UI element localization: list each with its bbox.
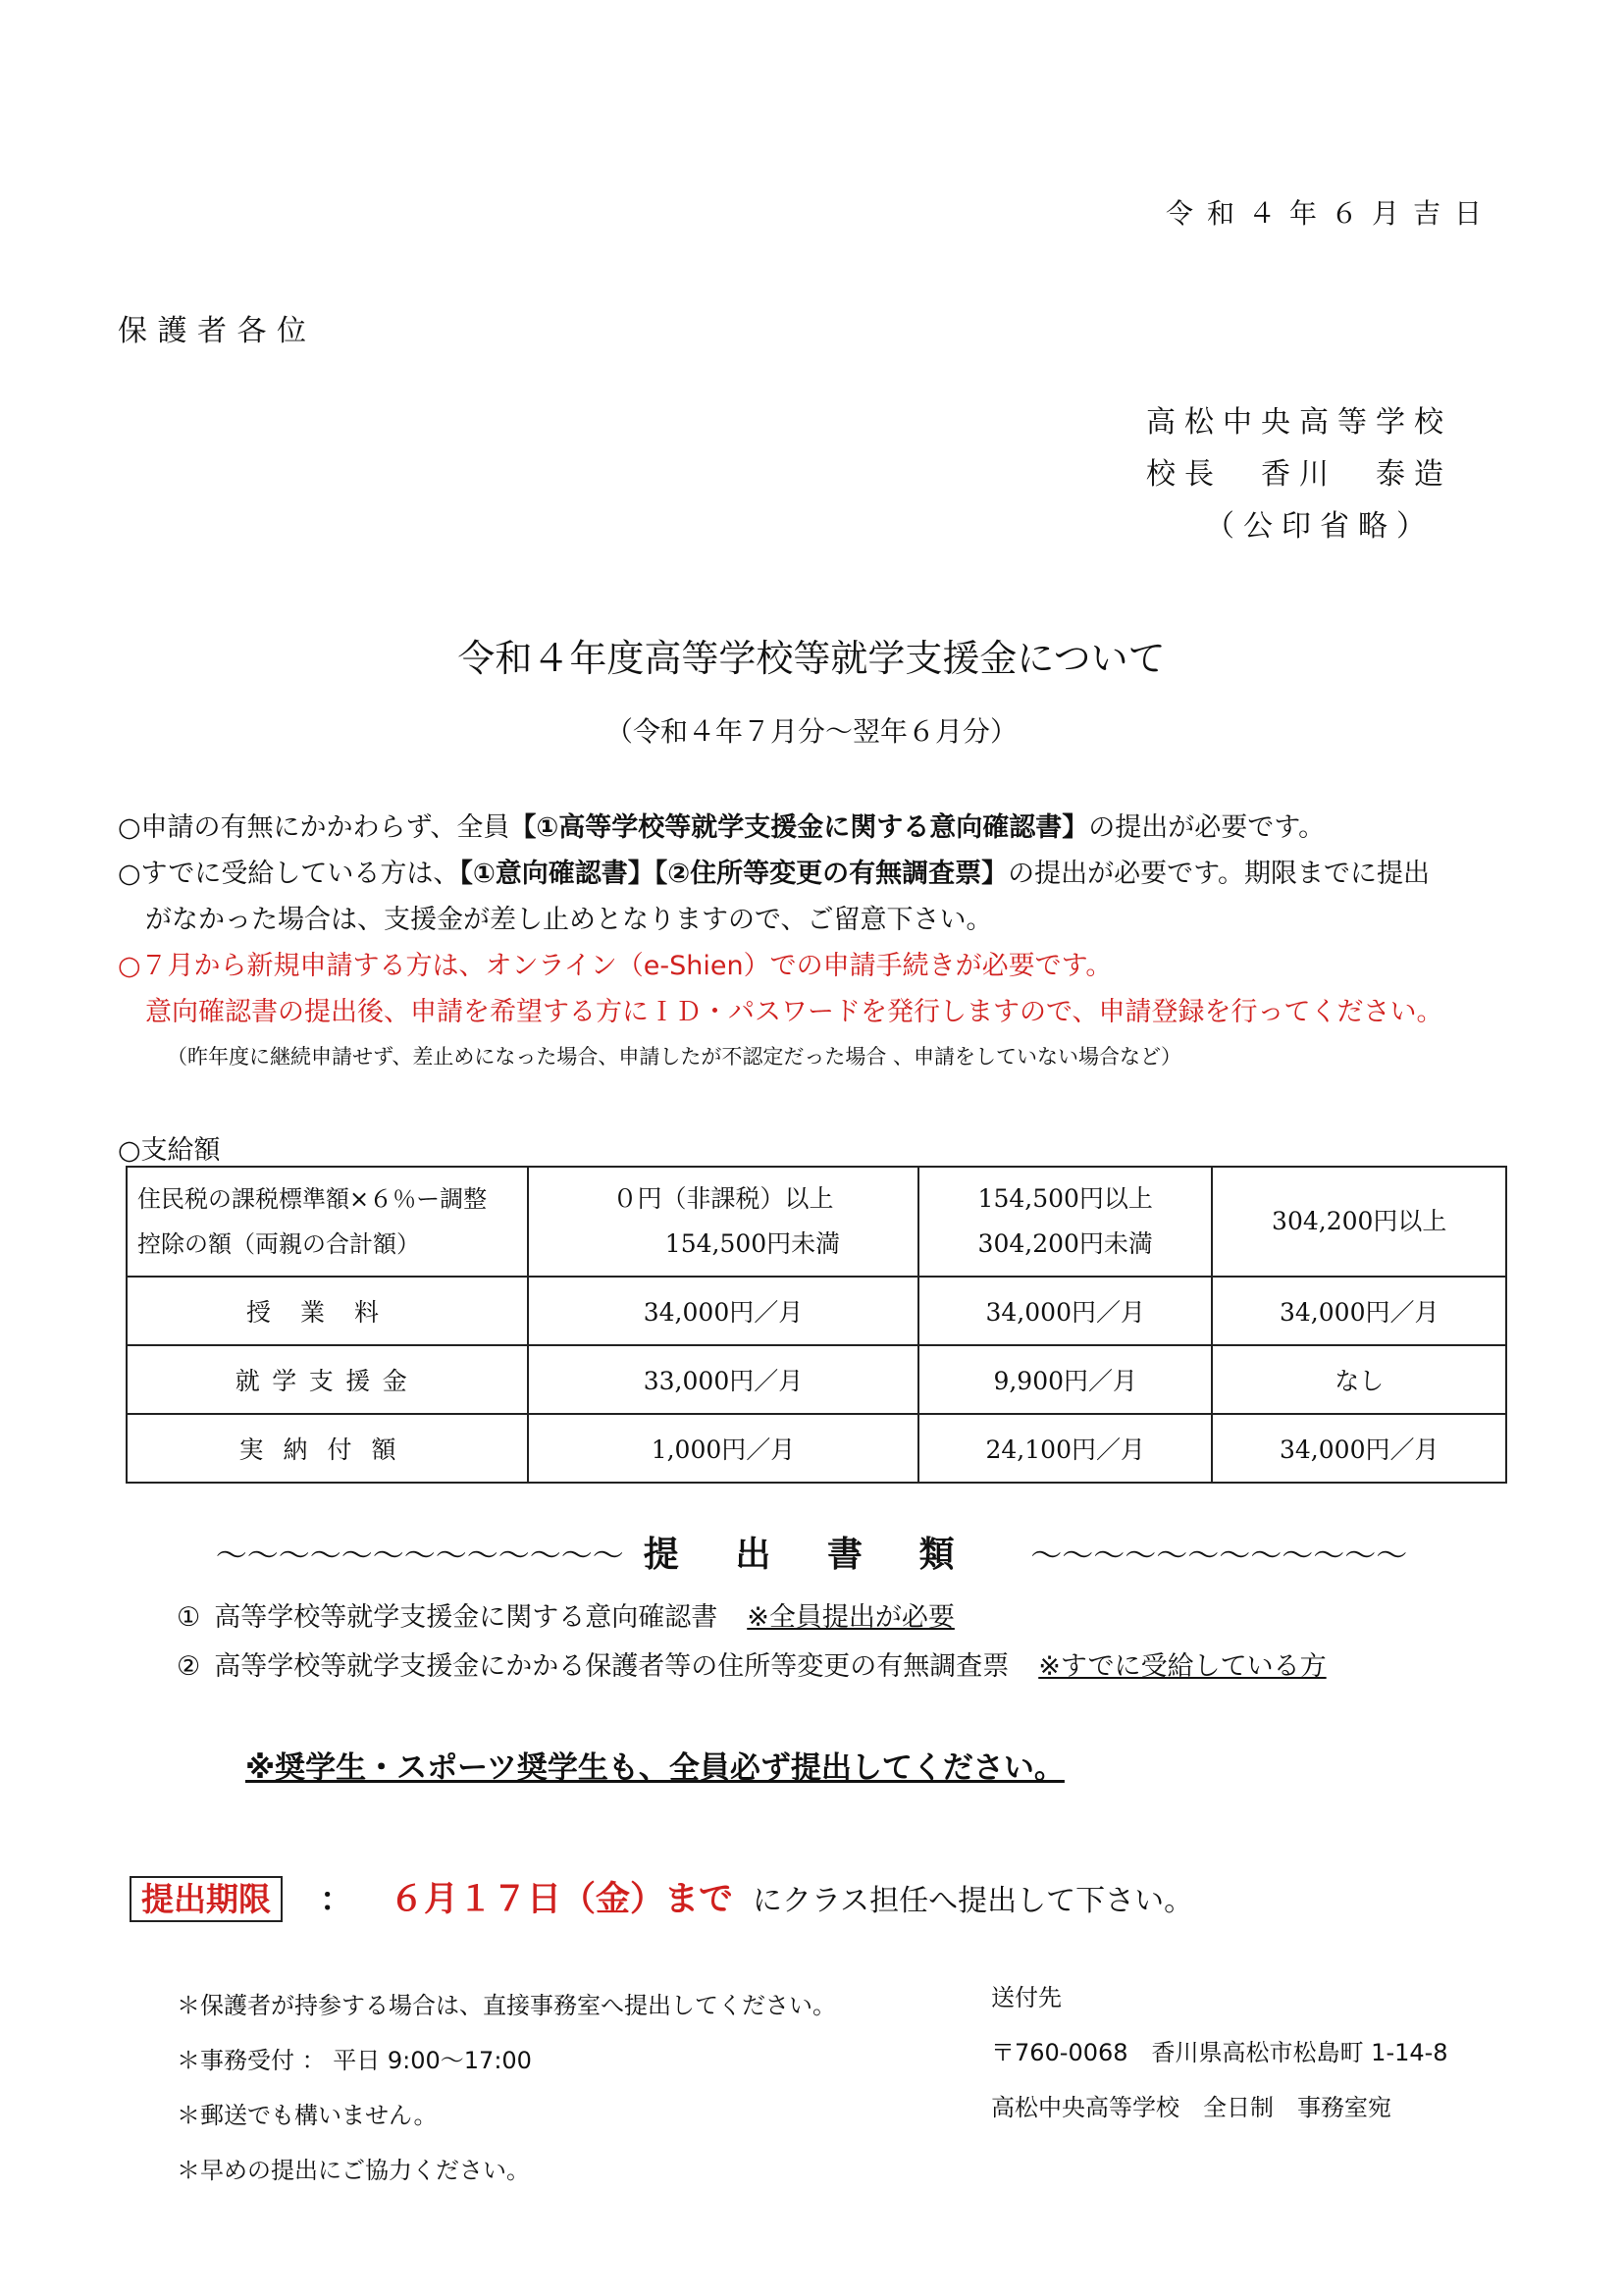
table-cell: 34,000円／月	[1212, 1277, 1506, 1345]
amounts-table	[126, 1166, 1507, 1484]
list-item: ② 高等学校等就学支援金にかかる保護者等の住所等変更の有無調査票 ※すでに受給している方	[177, 1651, 1327, 1682]
table-cell: 33,000円／月	[528, 1345, 918, 1414]
bracket-cell-1: ０円（非課税）以上 154,500円未満	[528, 1167, 918, 1277]
bullet-existing-recipients-cont: がなかった場合は、支援金が差し止めとなりますので、ご留意下さい。	[145, 905, 993, 935]
bullet-all-submit: ○申請の有無にかかわらず、全員【①高等学校等就学支援金に関する意向確認書】の提出が必要です。	[118, 812, 1326, 843]
school-name: 高松中央高等学校	[1146, 405, 1452, 440]
table-cell: 9,900円／月	[918, 1345, 1212, 1414]
row-label-support: 就学支援金	[127, 1345, 528, 1414]
document-date: 令和４年６月吉日	[1165, 197, 1495, 230]
table-header-row	[127, 1167, 1506, 1277]
address-postal: 〒760-0068 香川県高松市松島町 1-14-8	[991, 2039, 1448, 2066]
address-label: 送付先	[991, 1984, 1062, 2011]
documents-heading: ～～～～～～～～～～～～～ 提出書類 ～～～～～～～～～～～～	[215, 1535, 1408, 1575]
bracket-cell-3: 304,200円以上	[1212, 1167, 1506, 1277]
table-row	[127, 1345, 1506, 1414]
document-subtitle: （令和４年７月分～翌年６月分）	[604, 715, 1018, 748]
sender-block	[1146, 396, 1452, 552]
address-recipient: 高松中央高等学校 全日制 事務室宛	[991, 2094, 1391, 2121]
seal-note: （公印省略）	[1205, 509, 1435, 544]
document-title: 令和４年度高等学校等就学支援金について	[457, 637, 1166, 680]
mailing-address	[991, 1970, 1448, 2135]
principal-name: 校長 香川 泰造	[1146, 457, 1452, 492]
table-cell: 1,000円／月	[528, 1414, 918, 1483]
bullet-new-applicants-note: （昨年度に継続申請せず、差止めになった場合、申請したが不認定だった場合 、申請をしていない場合など）	[167, 1045, 1181, 1069]
deadline-label: 提出期限	[130, 1876, 283, 1922]
deadline-date: ６月１７日（金）まで	[390, 1880, 734, 1919]
list-item: ① 高等学校等就学支援金に関する意向確認書 ※全員提出が必要	[177, 1602, 955, 1633]
amounts-label: ○支給額	[118, 1135, 221, 1166]
bracket-cell-2: 154,500円以上 304,200円未満	[918, 1167, 1212, 1277]
table-row	[127, 1414, 1506, 1483]
table-cell: 34,000円／月	[528, 1277, 918, 1345]
footnote: ＊事務受付 ： 平日 9:00～17:00	[177, 2047, 532, 2074]
footnote: ＊保護者が持参する場合は、直接事務室へ提出してください。	[177, 1992, 836, 2019]
table-cell: 34,000円／月	[918, 1277, 1212, 1345]
bullet-existing-recipients: ○すでに受給している方は、【①意向確認書】【②住所等変更の有無調査票】の提出が必要です。期限までに提出	[118, 859, 1430, 889]
row-label-payment: 実納付額	[127, 1414, 528, 1483]
table-cell: なし	[1212, 1345, 1506, 1414]
table-row	[127, 1277, 1506, 1345]
footnotes	[177, 1978, 836, 2198]
row-label-tuition: 授業料	[127, 1277, 528, 1345]
footnote: ＊郵送でも構いません。	[177, 2102, 438, 2129]
documents-list	[177, 1593, 1327, 1692]
income-criterion-cell: 住民税の課税標準額×６％ー調整 控除の額（両親の合計額）	[127, 1167, 528, 1277]
deadline-line: 提出期限 ： ６月１７日（金）まで にクラス担任へ提出して下さい。	[130, 1872, 1193, 1921]
bullet-new-applicants-cont: 意向確認書の提出後、申請を希望する方にＩＤ・パスワードを発行しますので、申請登録を行ってください。	[145, 997, 1443, 1027]
notice-bullets	[118, 805, 1511, 1078]
footnote: ＊早めの提出にご協力ください。	[177, 2157, 530, 2184]
table-cell: 24,100円／月	[918, 1414, 1212, 1483]
addressee: 保護者各位	[118, 314, 317, 348]
bullet-new-applicants: ○７月から新規申請する方は、オンライン（e-Shien）での申請手続きが必要です。	[118, 951, 1113, 981]
documents-heading-text: 提出書類	[643, 1535, 1012, 1575]
scholarship-notice: ※奨学生・スポーツ奨学生も、全員必ず提出してください。	[245, 1750, 1065, 1786]
table-cell: 34,000円／月	[1212, 1414, 1506, 1483]
